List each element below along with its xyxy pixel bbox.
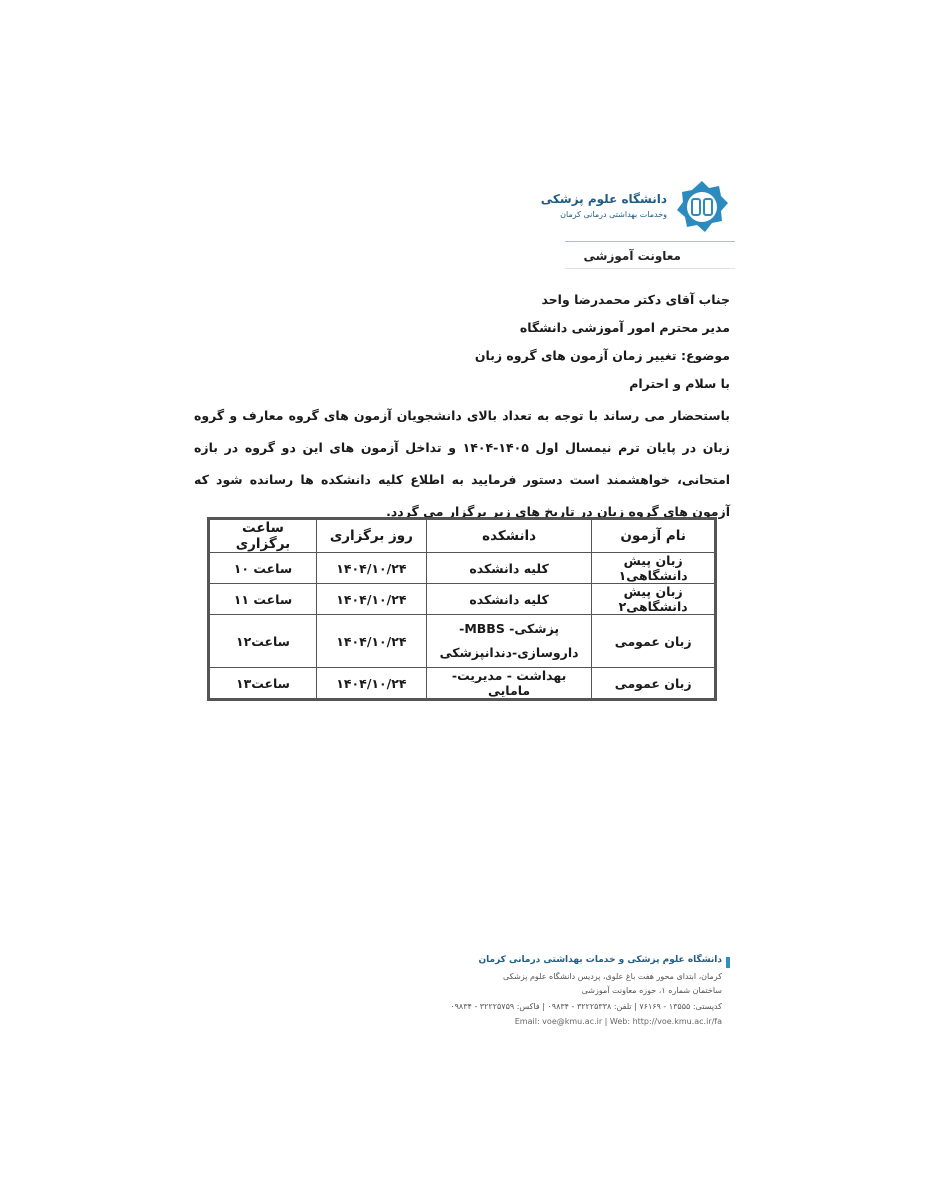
table-cell: ۱۴۰۴/۱۰/۲۴ (316, 553, 426, 584)
table-row (209, 668, 716, 700)
recipient: جناب آقای دکتر محمدرضا واحد (541, 292, 730, 307)
footer-web-line: Email: voe@kmu.ac.ir | Web: http://voe.kmu.ac.ir/fa (514, 1017, 722, 1026)
footer-title: دانشگاه علوم پزشکی و خدمات بهداشتی درمانی کرمان (478, 955, 722, 965)
table-cell: ساعت۱۲ (209, 615, 317, 668)
table-cell: بهداشت - مدیریت-مامایی (426, 668, 592, 700)
table-cell: ساعت۱۳ (209, 668, 317, 700)
table-header-row (209, 519, 716, 553)
footer-address-line: کرمان، ابتدای محور هفت باغ علوی، پردیس دانشگاه علوم پزشکی (503, 972, 722, 981)
university-subtitle: وخدمات بهداشتی درمانی کرمان (560, 210, 667, 219)
column-header-date: روز برگزاری (316, 519, 426, 553)
table-cell: کلیه دانشکده (426, 584, 592, 615)
table-row (209, 553, 716, 584)
table-cell: ۱۴۰۴/۱۰/۲۴ (316, 615, 426, 668)
university-logo-icon (675, 180, 729, 234)
table-cell: ۱۴۰۴/۱۰/۲۴ (316, 584, 426, 615)
university-name: دانشگاه علوم پزشکی (540, 192, 667, 206)
column-header-exam-name: نام آزمون (592, 519, 716, 553)
column-header-time: ساعت برگزاری (209, 519, 317, 553)
divider (565, 268, 735, 269)
table-cell: ساعت ۱۱ (209, 584, 317, 615)
exam-schedule-table (207, 517, 717, 701)
table-cell: پزشکی- MBBS- داروسازی-دندانپزشکی (426, 615, 592, 668)
divider (565, 241, 735, 242)
column-header-faculty: دانشکده (426, 519, 592, 553)
subject-line: موضوع: تغییر زمان آزمون های گروه زبان (474, 348, 730, 363)
table-cell: کلیه دانشکده (426, 553, 592, 584)
footer-accent-bar (726, 957, 730, 968)
footer-address-line: ساختمان شماره ۱، حوزه معاونت آموزشی (581, 986, 722, 995)
table-cell: زبان پیش دانشگاهی۲ (592, 584, 716, 615)
table-cell: زبان پیش دانشگاهی۱ (592, 553, 716, 584)
recipient-title: مدیر محترم امور آموزشی دانشگاه (519, 320, 730, 335)
table-row (209, 584, 716, 615)
table-cell: زبان عمومی (592, 668, 716, 700)
table-cell: ساعت ۱۰ (209, 553, 317, 584)
table-cell: زبان عمومی (592, 615, 716, 668)
letter-body: باستحضار می رساند با توجه به تعداد بالای دانشجویان آزمون های گروه معارف و گروه زبان در پایان ترم نیمسال اول ۱۴۰۵-۱۴۰۴ و تداخل آزمون های این دو گروه در بازه امتحانی، خواهشمند است دستور فرمایید به اطلاع کلیه دانشکده ها رسانده شود که آزمون های گروه زبان در تاریخ های زیر برگزار می گردد. (194, 408, 730, 519)
table-row (209, 615, 716, 668)
footer-contact-line: کدپستی: ۱۳۵۵۵ - ۷۶۱۶۹ | تلفن: ۳۲۲۲۵۳۳۸ - ۰۹۸۳۴ | فاکس: ۳۲۲۲۵۷۵۹ - ۰۹۸۳۴ (450, 1002, 722, 1011)
department-name: معاونت آموزشی (583, 249, 681, 263)
table-cell: ۱۴۰۴/۱۰/۲۴ (316, 668, 426, 700)
greeting: با سلام و احترام (629, 376, 730, 391)
